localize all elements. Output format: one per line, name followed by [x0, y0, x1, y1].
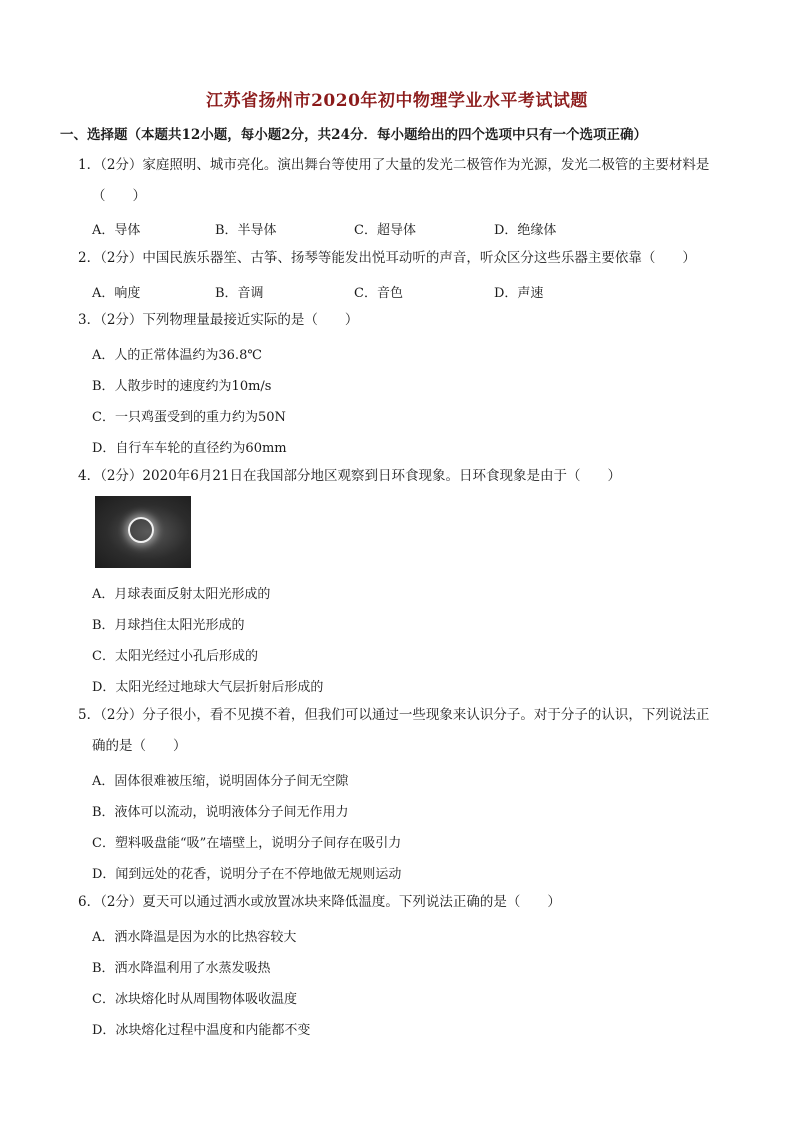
- option-c: C．塑料吸盘能“吸”在墙壁上，说明分子间存在吸引力: [92, 836, 402, 851]
- solar-eclipse-photo: [95, 496, 191, 568]
- question-5: [78, 700, 709, 731]
- question-6: [78, 887, 561, 918]
- option-b: B．月球挡住太阳光形成的: [92, 618, 245, 633]
- question-stem: 1．（2分）家庭照明、城市亮化。演出舞台等使用了大量的发光二极管作为光源，发光二极管的主要材料是: [78, 157, 710, 173]
- page-title: 江苏省扬州市2020年初中物理学业水平考试试题: [206, 91, 588, 111]
- option-b: B．半导体: [215, 223, 277, 238]
- question-1: [78, 150, 709, 181]
- question-5-stem-continued: 确的是（ ）: [92, 738, 187, 754]
- option-b: B．液体可以流动，说明液体分子间无作用力: [92, 805, 349, 820]
- option-a: A．固体很难被压缩，说明固体分子间无空隙: [92, 774, 349, 789]
- option-a: A．月球表面反射太阳光形成的: [92, 587, 271, 602]
- option-d: D．太阳光经过地球大气层折射后形成的: [92, 680, 324, 695]
- question-stem: 3．（2分）下列物理量最接近实际的是（ ）: [78, 312, 359, 328]
- question-stem: 4．（2分）2020年6月21日在我国部分地区观察到日环食现象。日环食现象是由于（ ）: [78, 468, 622, 484]
- option-d: D．冰块熔化过程中温度和内能都不变: [92, 1023, 311, 1038]
- question-stem: 6．（2分）夏天可以通过洒水或放置冰块来降低温度。下列说法正确的是（ ）: [78, 894, 561, 910]
- question-4: [78, 461, 621, 492]
- option-c: C．音色: [354, 286, 403, 301]
- question-stem: 5．（2分）分子很小，看不见摸不着，但我们可以通过一些现象来认识分子。对于分子的认识，下列说法正: [78, 707, 710, 723]
- option-d: D．绝缘体: [494, 223, 557, 238]
- option-b: B．洒水降温利用了水蒸发吸热: [92, 961, 271, 976]
- question-2: [78, 243, 696, 274]
- option-b: B．音调: [215, 286, 264, 301]
- option-b: B．人散步时的速度约为10m/s: [92, 379, 272, 394]
- section-header: 一、选择题（本题共12小题，每小题2分，共24分．每小题给出的四个选项中只有一个选项正确）: [60, 127, 647, 143]
- option-c: C．太阳光经过小孔后形成的: [92, 649, 258, 664]
- question-3: [78, 305, 358, 336]
- annular-eclipse-ring-icon: [128, 517, 154, 543]
- option-d: D．自行车车轮的直径约为60mm: [92, 441, 287, 456]
- question-stem: 2．（2分）中国民族乐器笙、古筝、扬琴等能发出悦耳动听的声音，听众区分这些乐器主要依靠（ ）: [78, 250, 696, 266]
- option-c: C．超导体: [354, 223, 416, 238]
- question-1-stem-continued: （ ）: [92, 188, 146, 204]
- option-a: A．洒水降温是因为水的比热容较大: [92, 930, 297, 945]
- option-a: A．响度: [92, 286, 141, 301]
- option-d: D．声速: [494, 286, 544, 301]
- option-a: A．人的正常体温约为36.8℃: [92, 348, 262, 363]
- option-c: C．冰块熔化时从周围物体吸收温度: [92, 992, 297, 1007]
- option-d: D．闻到远处的花香，说明分子在不停地做无规则运动: [92, 867, 402, 882]
- option-c: C．一只鸡蛋受到的重力约为50N: [92, 410, 286, 425]
- option-a: A．导体: [92, 223, 141, 238]
